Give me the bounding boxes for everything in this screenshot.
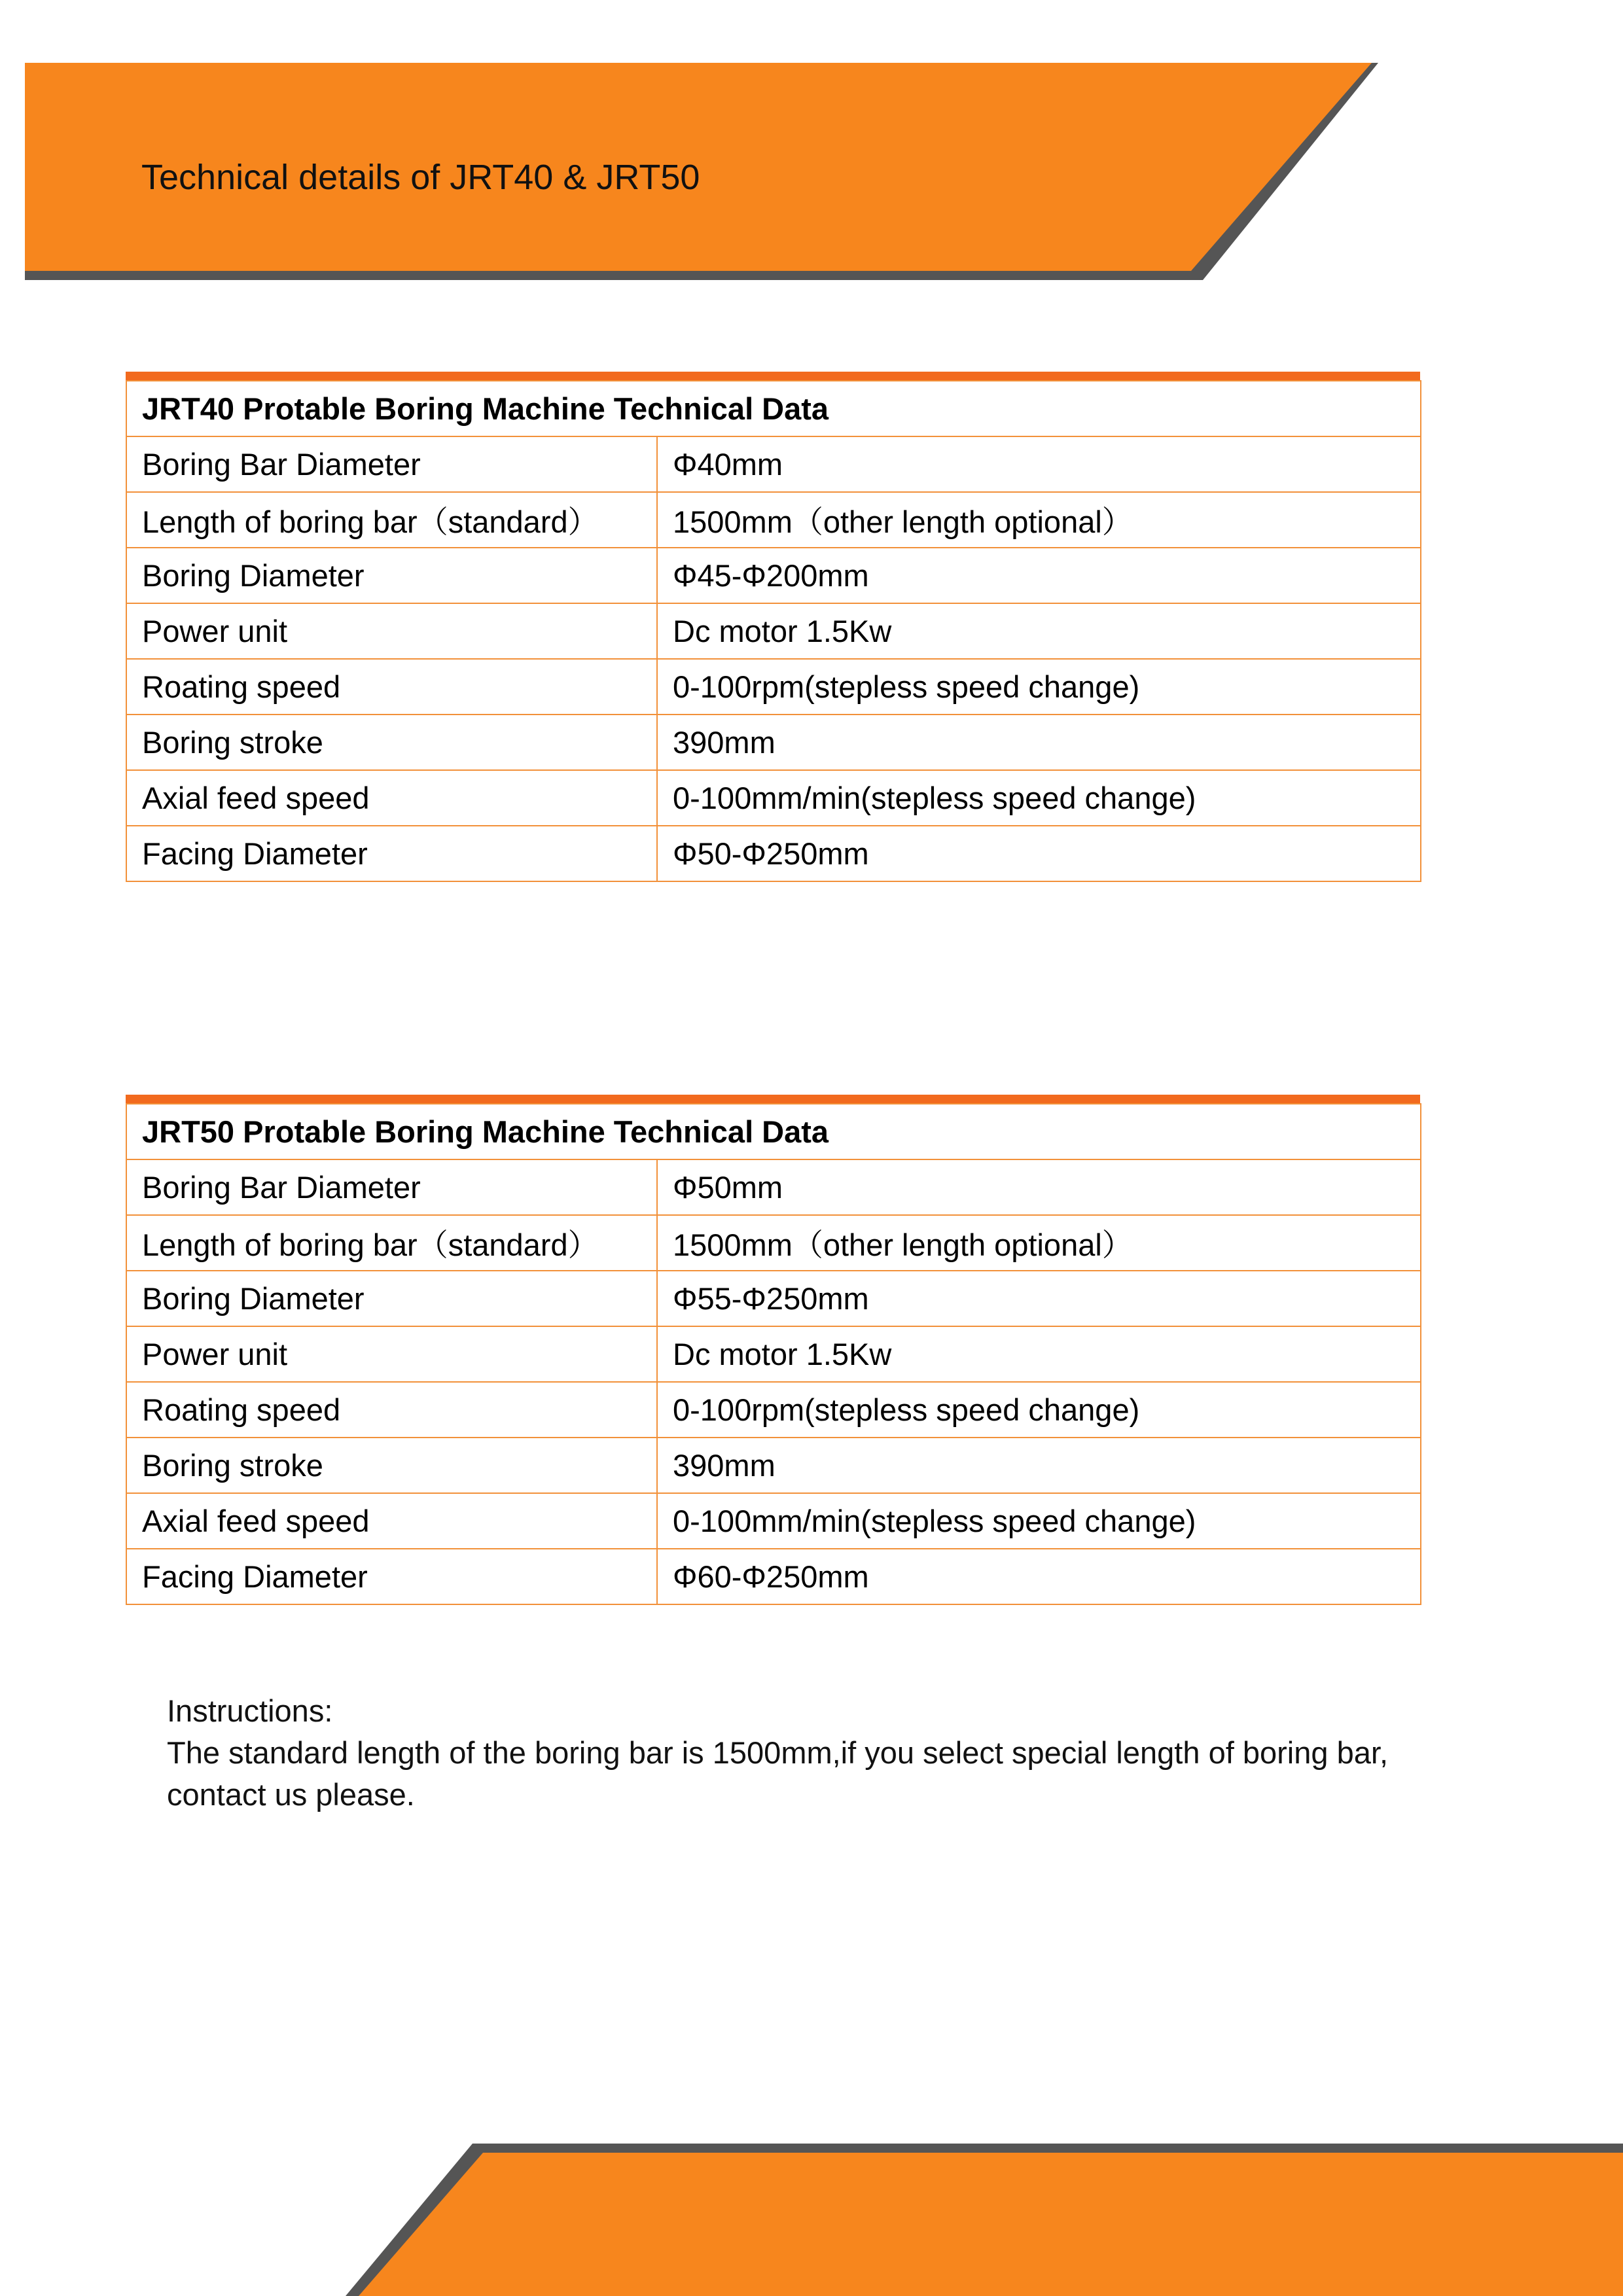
- table-accent-bar: [126, 1095, 1420, 1103]
- instructions-block: [167, 1690, 1388, 1816]
- spec-label: Length of boring bar（standard）: [126, 1215, 657, 1271]
- table-row: [126, 770, 1421, 826]
- table-row: [126, 603, 1421, 659]
- spec-label: Facing Diameter: [126, 826, 657, 881]
- spec-value: 1500mm（other length optional）: [657, 1215, 1421, 1271]
- spec-value: 1500mm（other length optional）: [657, 492, 1421, 548]
- spec-value: 0-100rpm(stepless speed change): [657, 1382, 1421, 1438]
- table-row: [126, 436, 1421, 492]
- spec-label: Roating speed: [126, 659, 657, 715]
- table-row: [126, 715, 1421, 770]
- table-row: [126, 1159, 1421, 1215]
- spec-value: 0-100mm/min(stepless speed change): [657, 1493, 1421, 1549]
- jrt40-spec-table: [126, 372, 1420, 882]
- spec-label: Boring stroke: [126, 715, 657, 770]
- table-row: [126, 1382, 1421, 1438]
- spec-label: Boring Diameter: [126, 548, 657, 603]
- instructions-body: The standard length of the boring bar is 1500mm,if you select special length of boring bar, contact us please.: [167, 1735, 1388, 1812]
- table-row: [126, 1438, 1421, 1493]
- spec-value: 0-100rpm(stepless speed change): [657, 659, 1421, 715]
- footer-banner: [359, 2153, 1623, 2296]
- spec-label: Power unit: [126, 1326, 657, 1382]
- spec-value: 390mm: [657, 1438, 1421, 1493]
- spec-label: Length of boring bar（standard）: [126, 492, 657, 548]
- spec-label: Axial feed speed: [126, 770, 657, 826]
- page-title: Technical details of JRT40 & JRT50: [141, 158, 700, 197]
- table-title-row: [126, 381, 1421, 436]
- spec-label: Axial feed speed: [126, 1493, 657, 1549]
- table-row: [126, 826, 1421, 881]
- spec-table: [126, 1103, 1421, 1605]
- table-row: [126, 1215, 1421, 1271]
- table-row: [126, 1271, 1421, 1326]
- table-title: JRT50 Protable Boring Machine Technical Data: [126, 1104, 1421, 1159]
- spec-label: Boring stroke: [126, 1438, 657, 1493]
- spec-value: Φ40mm: [657, 436, 1421, 492]
- table-row: [126, 1493, 1421, 1549]
- table-row: [126, 1326, 1421, 1382]
- spec-label: Roating speed: [126, 1382, 657, 1438]
- instructions-heading: Instructions:: [167, 1693, 333, 1728]
- spec-label: Boring Diameter: [126, 1271, 657, 1326]
- spec-value: Φ60-Φ250mm: [657, 1549, 1421, 1604]
- spec-value: Dc motor 1.5Kw: [657, 603, 1421, 659]
- table-accent-bar: [126, 372, 1420, 380]
- spec-value: 390mm: [657, 715, 1421, 770]
- spec-value: Φ50mm: [657, 1159, 1421, 1215]
- table-row: [126, 548, 1421, 603]
- spec-label: Boring Bar Diameter: [126, 1159, 657, 1215]
- table-title-row: [126, 1104, 1421, 1159]
- spec-table: [126, 380, 1421, 882]
- spec-value: Φ45-Φ200mm: [657, 548, 1421, 603]
- table-row: [126, 659, 1421, 715]
- spec-label: Facing Diameter: [126, 1549, 657, 1604]
- jrt50-spec-table: [126, 1095, 1420, 1605]
- spec-label: Boring Bar Diameter: [126, 436, 657, 492]
- table-title: JRT40 Protable Boring Machine Technical Data: [126, 381, 1421, 436]
- spec-value: Φ50-Φ250mm: [657, 826, 1421, 881]
- table-row: [126, 1549, 1421, 1604]
- spec-value: 0-100mm/min(stepless speed change): [657, 770, 1421, 826]
- spec-label: Power unit: [126, 603, 657, 659]
- table-row: [126, 492, 1421, 548]
- spec-value: Φ55-Φ250mm: [657, 1271, 1421, 1326]
- spec-value: Dc motor 1.5Kw: [657, 1326, 1421, 1382]
